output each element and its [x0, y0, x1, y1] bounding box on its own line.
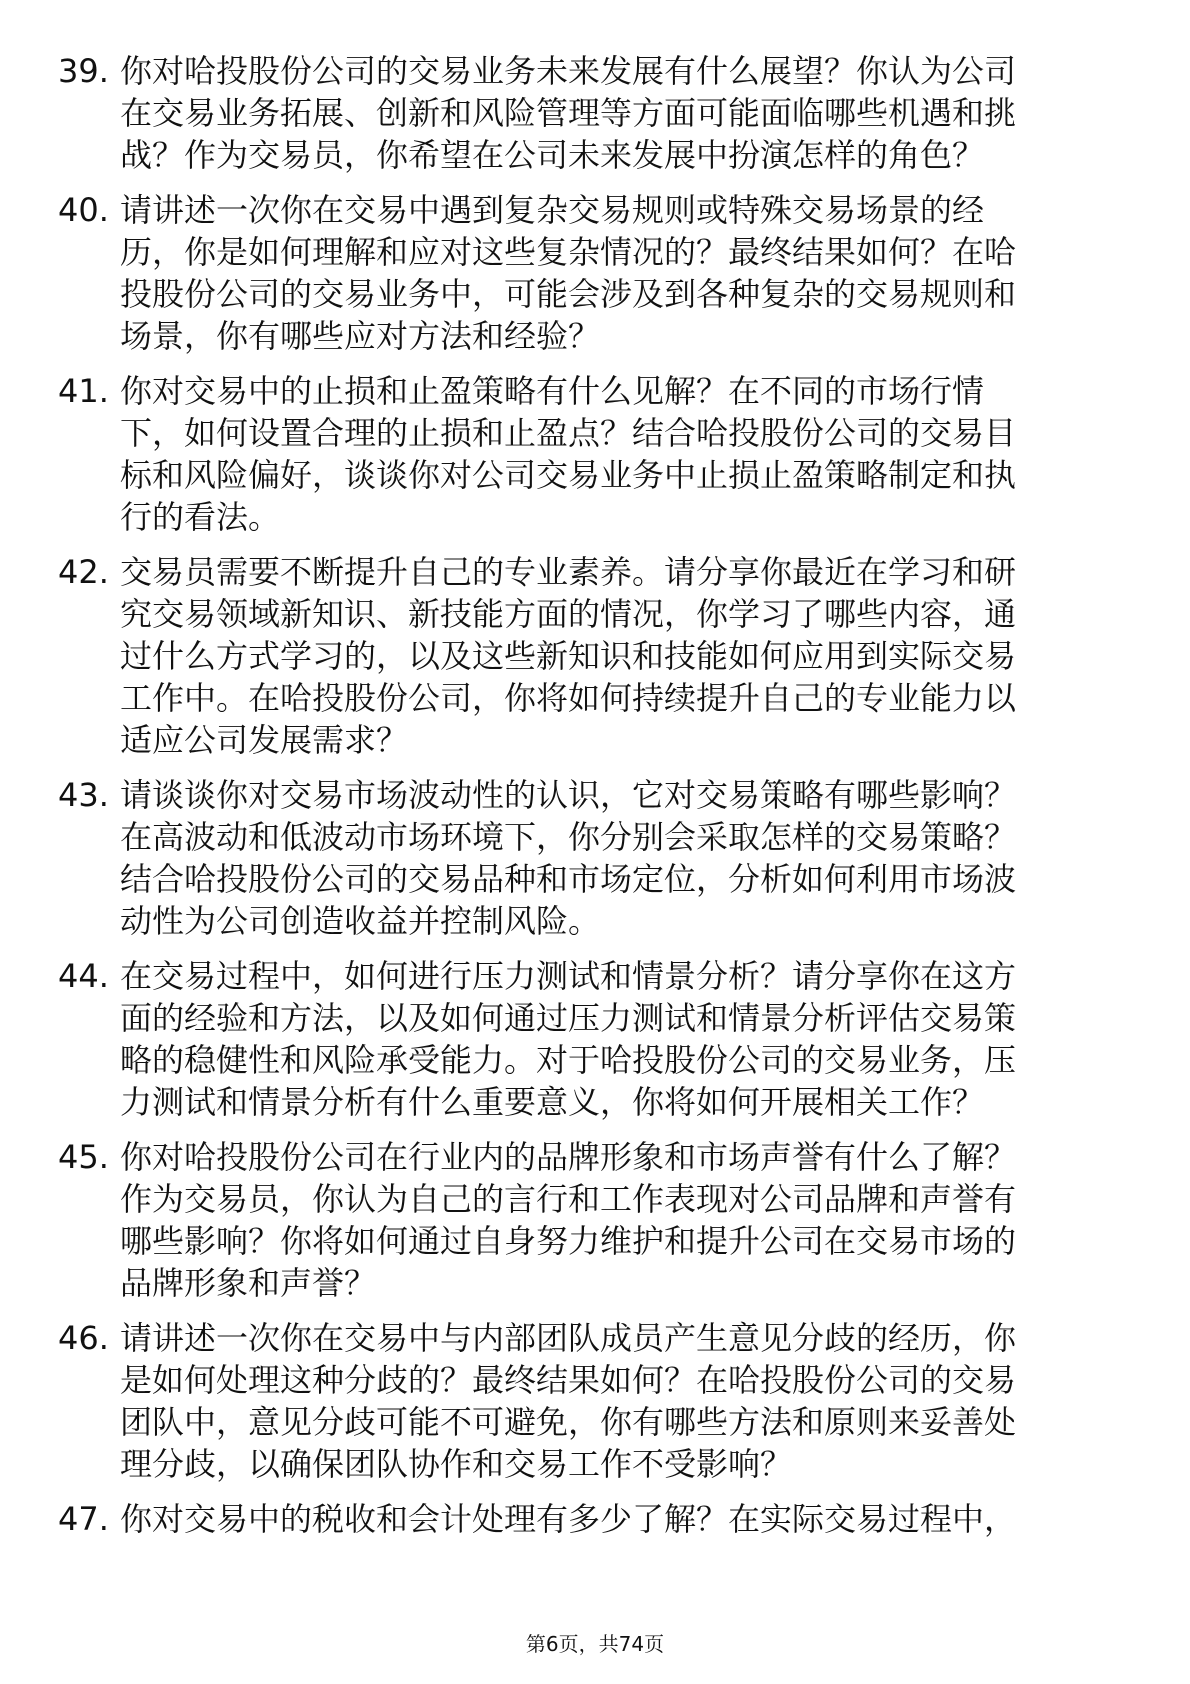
question-line: 究交易领域新知识、新技能方面的情况，你学习了哪些内容，通 [120, 595, 1017, 633]
question-number: 40. [58, 191, 109, 229]
question-line: 结合哈投股份公司的交易品种和市场定位，分析如何利用市场波 [120, 860, 1017, 898]
question-line: 品牌形象和声誉？ [120, 1264, 377, 1302]
question-text [120, 551, 1100, 761]
question-item [58, 551, 1108, 761]
question-list [58, 50, 1108, 1553]
question-text [120, 1136, 1100, 1304]
question-item [58, 774, 1108, 942]
question-number: 43. [58, 776, 109, 814]
question-line: 在高波动和低波动市场环境下，你分别会采取怎样的交易策略？ [120, 818, 1017, 856]
question-line: 哪些影响？你将如何通过自身努力维护和提升公司在交易市场的 [120, 1222, 1017, 1260]
question-text [120, 955, 1100, 1123]
question-line: 力测试和情景分析有什么重要意义，你将如何开展相关工作？ [120, 1083, 985, 1121]
question-line: 面的经验和方法，以及如何通过压力测试和情景分析评估交易策 [120, 999, 1017, 1037]
question-number: 47. [58, 1500, 109, 1538]
question-line: 过什么方式学习的，以及这些新知识和技能如何应用到实际交易 [120, 637, 1017, 675]
question-number: 45. [58, 1138, 109, 1176]
question-number: 41. [58, 372, 109, 410]
question-number: 44. [58, 957, 109, 995]
question-line: 动性为公司创造收益并控制风险。 [120, 902, 601, 940]
question-line: 交易员需要不断提升自己的专业素养。请分享你最近在学习和研 [120, 553, 1017, 591]
question-line: 在交易过程中，如何进行压力测试和情景分析？请分享你在这方 [120, 957, 1017, 995]
question-line: 下，如何设置合理的止损和止盈点？结合哈投股份公司的交易目 [120, 414, 1017, 452]
question-line: 场景，你有哪些应对方法和经验？ [120, 317, 601, 355]
question-line: 你对哈投股份公司在行业内的品牌形象和市场声誉有什么了解？ [120, 1138, 1017, 1176]
question-line: 是如何处理这种分歧的？最终结果如何？在哈投股份公司的交易 [120, 1361, 1017, 1399]
question-item [58, 1498, 1108, 1540]
question-text [120, 1498, 1100, 1540]
question-line: 团队中，意见分歧可能不可避免，你有哪些方法和原则来妥善处 [120, 1403, 1017, 1441]
question-line: 你对交易中的税收和会计处理有多少了解？在实际交易过程中， [120, 1500, 1017, 1538]
question-number: 46. [58, 1319, 109, 1357]
question-line: 战？作为交易员，你希望在公司未来发展中扮演怎样的角色？ [120, 136, 985, 174]
question-number: 39. [58, 52, 109, 90]
question-line: 略的稳健性和风险承受能力。对于哈投股份公司的交易业务，压 [120, 1041, 1017, 1079]
question-text [120, 774, 1100, 942]
question-line: 理分歧，以确保团队协作和交易工作不受影响？ [120, 1445, 793, 1483]
question-line: 适应公司发展需求？ [120, 721, 409, 759]
question-item [58, 50, 1108, 176]
question-line: 作为交易员，你认为自己的言行和工作表现对公司品牌和声誉有 [120, 1180, 1017, 1218]
question-line: 请讲述一次你在交易中与内部团队成员产生意见分歧的经历，你 [120, 1319, 1017, 1357]
question-line: 投股份公司的交易业务中，可能会涉及到各种复杂的交易规则和 [120, 275, 1017, 313]
page-number-footer: 第6页，共74页 [525, 1632, 665, 1656]
question-item [58, 370, 1108, 538]
question-line: 请讲述一次你在交易中遇到复杂交易规则或特殊交易场景的经 [120, 191, 985, 229]
question-text [120, 189, 1100, 357]
question-item [58, 1317, 1108, 1485]
question-line: 你对哈投股份公司的交易业务未来发展有什么展望？你认为公司 [120, 52, 1017, 90]
question-line: 在交易业务拓展、创新和风险管理等方面可能面临哪些机遇和挑 [120, 94, 1017, 132]
question-line: 工作中。在哈投股份公司，你将如何持续提升自己的专业能力以 [120, 679, 1017, 717]
question-line: 行的看法。 [120, 498, 281, 536]
question-item [58, 955, 1108, 1123]
question-number: 42. [58, 553, 109, 591]
question-item [58, 1136, 1108, 1304]
question-line: 请谈谈你对交易市场波动性的认识，它对交易策略有哪些影响？ [120, 776, 1017, 814]
question-text [120, 50, 1100, 176]
question-line: 标和风险偏好，谈谈你对公司交易业务中止损止盈策略制定和执 [120, 456, 1017, 494]
question-text [120, 1317, 1100, 1485]
question-line: 你对交易中的止损和止盈策略有什么见解？在不同的市场行情 [120, 372, 985, 410]
question-line: 历，你是如何理解和应对这些复杂情况的？最终结果如何？在哈 [120, 233, 1017, 271]
question-text [120, 370, 1100, 538]
question-item [58, 189, 1108, 357]
